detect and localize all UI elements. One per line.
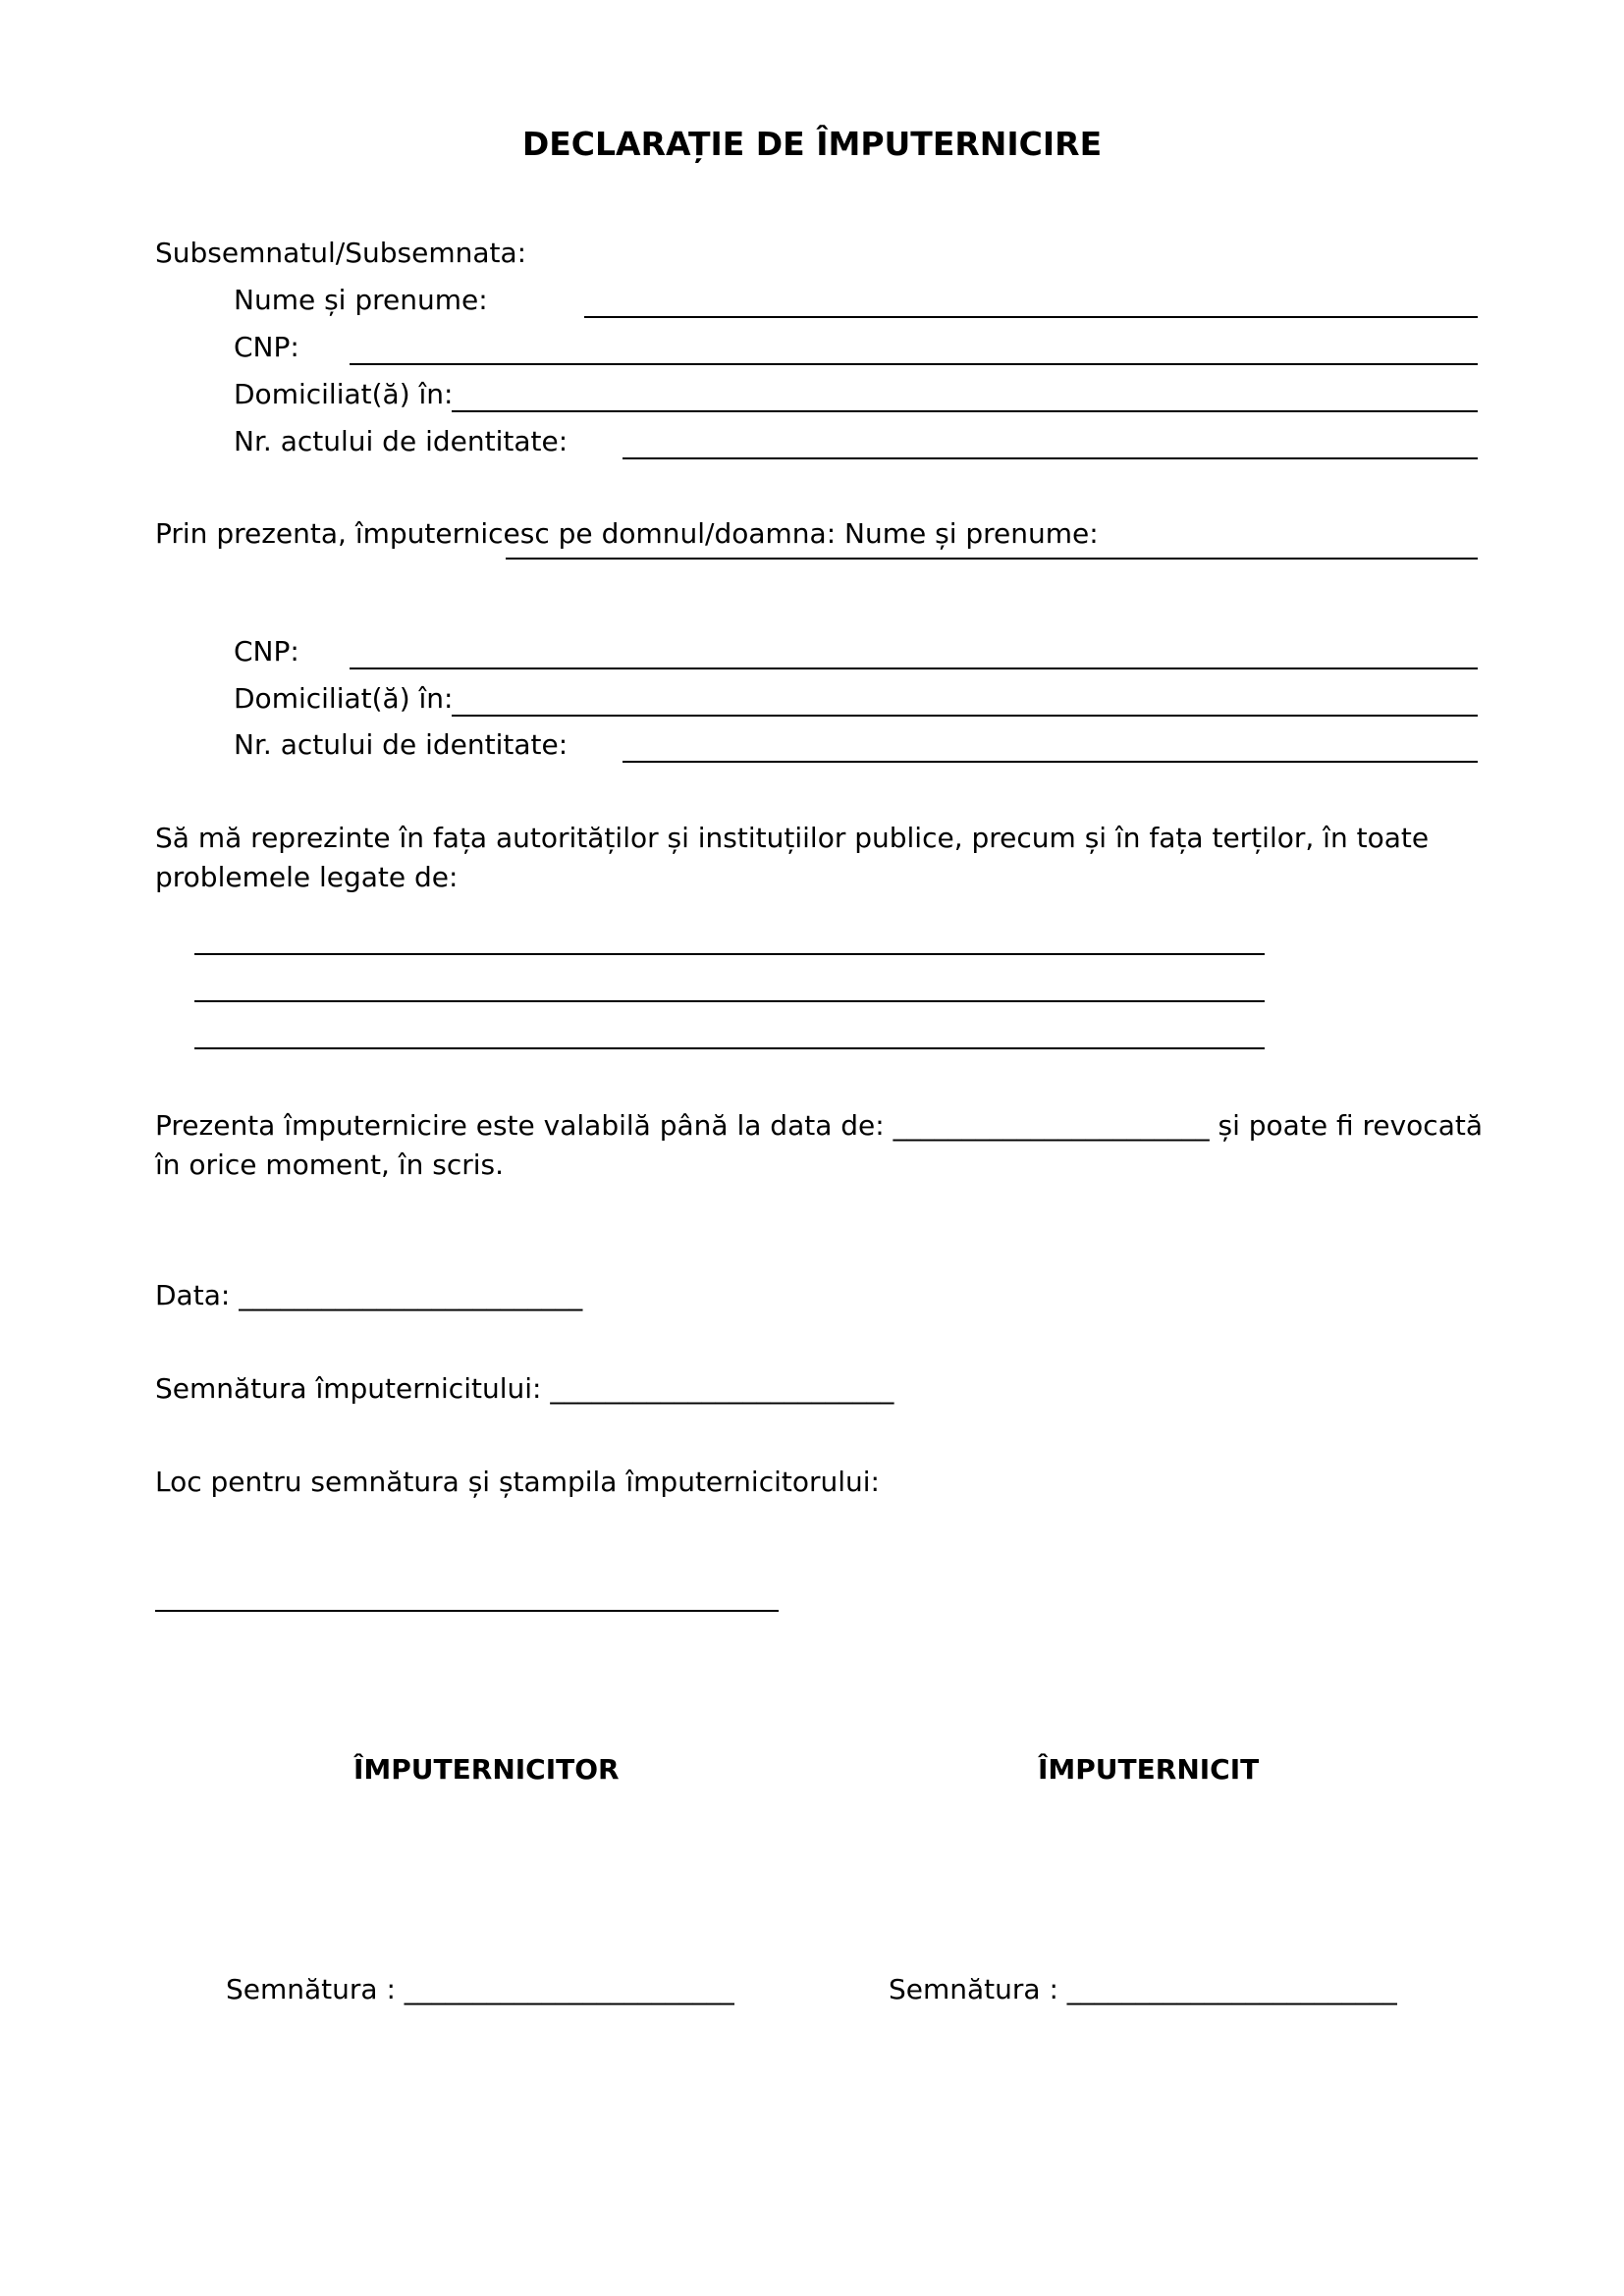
agent-domicile-label: Domiciliat(ă) în:	[234, 682, 454, 715]
agent-cnp-field[interactable]	[350, 667, 1478, 669]
validity-after: și poate fi revocată în orice moment, în scris.	[155, 1109, 1483, 1181]
principal-intro: Subsemnatul/Subsemnata:	[155, 237, 527, 269]
agent-name-field[interactable]	[506, 558, 1478, 560]
agent-id-label: Nr. actului de identitate:	[234, 728, 568, 761]
validity-text	[155, 1106, 1490, 1185]
principal-id-field[interactable]	[623, 457, 1478, 459]
agent-intro: Prin prezenta, împuternicesc pe domnul/doamna: Nume și prenume:	[155, 517, 1099, 550]
scope-text: Să mă reprezinte în fața autorităților și instituțiilor publice, precum și în fața terților, în toate problemele legate de:	[155, 822, 1430, 893]
agent-cnp-label: CNP:	[234, 635, 299, 667]
agent-id-field[interactable]	[623, 761, 1478, 763]
agent-domicile-field[interactable]	[452, 715, 1478, 717]
principal-signature-line[interactable]: Semnătura : ________________________	[226, 1973, 734, 2005]
document-title: DECLARAȚIE DE ÎMPUTERNICIRE	[521, 125, 1103, 163]
principal-name-field[interactable]	[584, 316, 1478, 318]
agent-final-signature-line[interactable]: Semnătura : ________________________	[889, 1973, 1397, 2005]
scope-line-3[interactable]	[194, 1047, 1265, 1049]
stamp-signature-line[interactable]	[155, 1610, 779, 1612]
date-line[interactable]: Data: _________________________	[155, 1279, 583, 1311]
principal-cnp-field[interactable]	[350, 363, 1478, 365]
scope-line-2[interactable]	[194, 1000, 1265, 1002]
validity-date-field[interactable]: _______________________	[893, 1109, 1210, 1142]
agent-heading: ÎMPUTERNICIT	[1038, 1753, 1260, 1786]
scope-line-1[interactable]	[194, 953, 1265, 955]
validity-before: Prezenta împuternicire este valabilă până la data de:	[155, 1109, 893, 1142]
principal-domicile-field[interactable]	[452, 410, 1478, 412]
agent-signature-line[interactable]: Semnătura împuternicitului: _________________________	[155, 1372, 894, 1405]
stamp-label: Loc pentru semnătura și ștampila împuternicitorului:	[155, 1466, 880, 1498]
principal-cnp-label: CNP:	[234, 331, 299, 363]
principal-name-label: Nume și prenume:	[234, 284, 488, 316]
principal-heading: ÎMPUTERNICITOR	[353, 1753, 620, 1786]
principal-domicile-label: Domiciliat(ă) în:	[234, 378, 454, 410]
principal-id-label: Nr. actului de identitate:	[234, 425, 568, 457]
